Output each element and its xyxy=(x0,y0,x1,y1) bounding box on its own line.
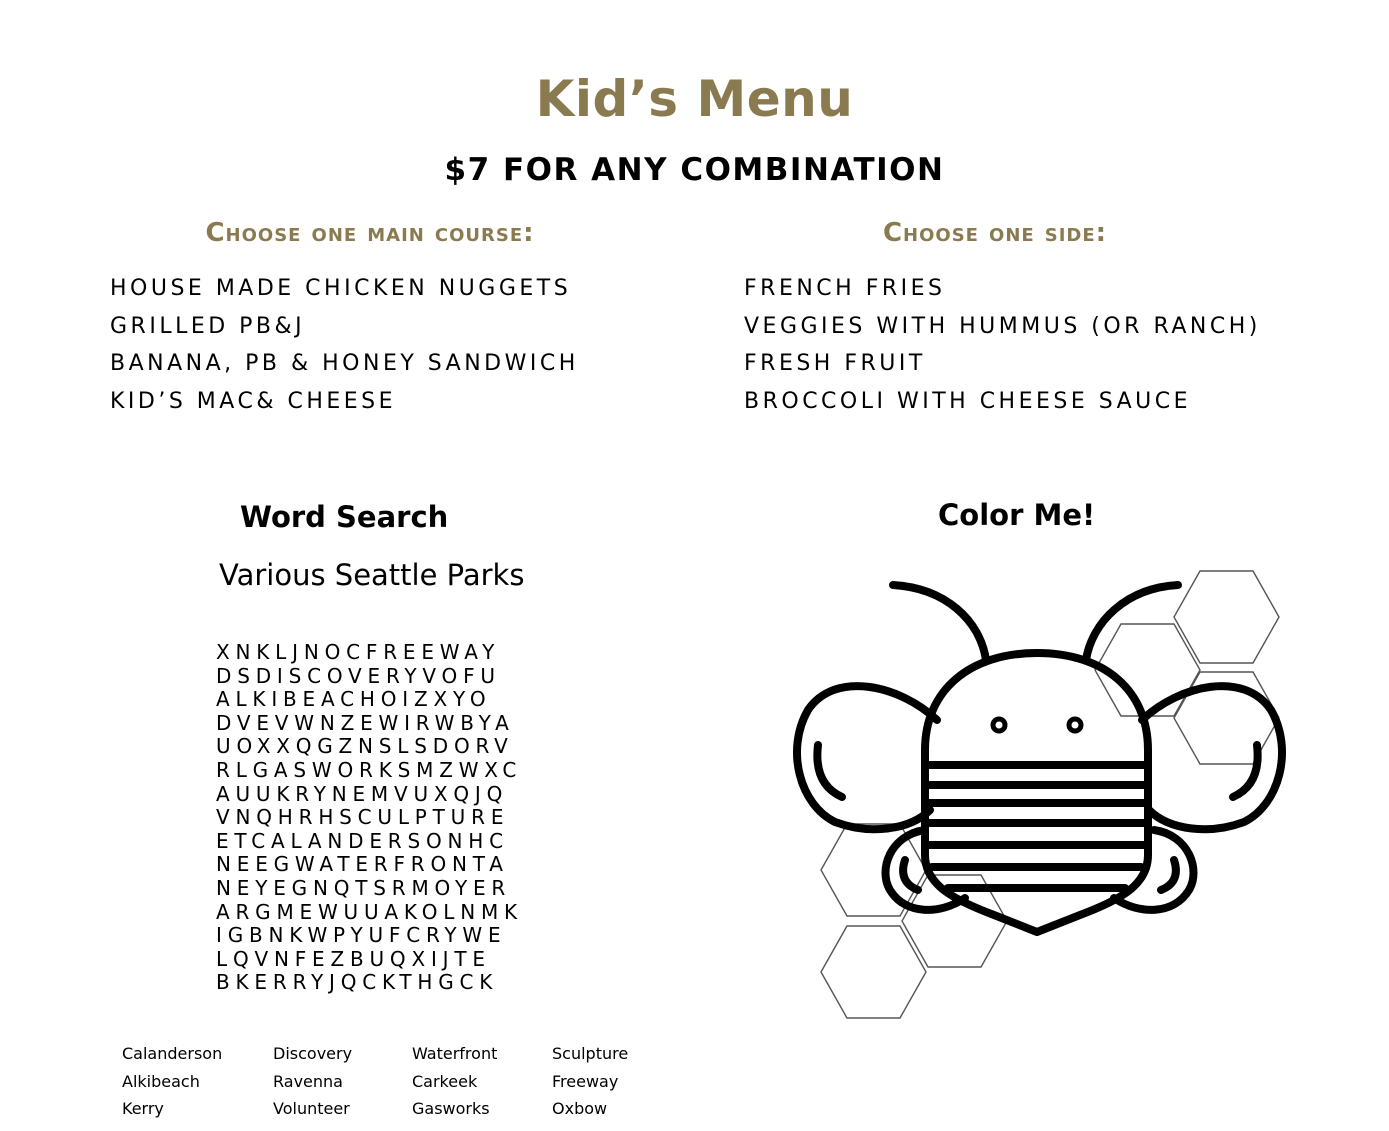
side-item: BROCCOLI WITH CHEESE SAUCE xyxy=(744,389,1192,415)
price-line: $7 FOR ANY COMBINATION xyxy=(444,152,945,188)
grid-row: ETCALANDERSONHC xyxy=(216,828,509,853)
word-search-title: Word Search xyxy=(240,500,449,534)
word-list-item: Alkibeach xyxy=(122,1071,200,1091)
word-list-item: Calanderson xyxy=(122,1044,223,1063)
word-list-item: Waterfront xyxy=(412,1044,498,1063)
menu-title: Kid’s Menu xyxy=(535,70,854,128)
word-list-item: Kerry xyxy=(122,1099,164,1118)
word-list-item: Discovery xyxy=(273,1044,353,1063)
main-course-item: BANANA, PB & HONEY SANDWICH xyxy=(110,351,579,377)
grid-row: XNKLJNOCFREEWAY xyxy=(216,640,501,664)
grid-row: NEYEGNQTSRMOYER xyxy=(216,875,512,900)
grid-row: DVEVWNZEWIRWBYA xyxy=(216,710,515,735)
grid-row: DSDISCOVERYVOFU xyxy=(216,663,501,688)
side-heading: Choose one side: xyxy=(882,218,1108,248)
word-list-item: Sculpture xyxy=(552,1044,629,1063)
main-course-item: GRILLED PB&J xyxy=(110,313,306,339)
word-list-item: Gasworks xyxy=(412,1099,490,1118)
word-list-column xyxy=(273,1040,352,1123)
grid-row: RLGASWORKSMZWXC xyxy=(216,757,523,782)
bee-icon xyxy=(780,560,1300,1030)
word-search-grid xyxy=(216,641,523,995)
main-course-heading: Choose one main course: xyxy=(205,218,535,248)
grid-row: ALKIBEACHOIZXYO xyxy=(216,687,492,712)
grid-row: ARGMEWUUAKOLNMK xyxy=(216,899,523,924)
side-item: FRENCH FRIES xyxy=(744,276,946,301)
grid-row: BKERRYJQCKTHGCK xyxy=(216,970,499,995)
side-list xyxy=(744,270,1261,421)
main-course-item: KID’S MAC& CHEESE xyxy=(110,389,397,415)
grid-row: AUUKRYNEMVUXQJQ xyxy=(216,781,509,806)
grid-row: VNQHRHSCULPTURE xyxy=(216,805,510,830)
grid-row: UOXXQGZNSLSDORV xyxy=(216,734,514,759)
side-item: VEGGIES WITH HUMMUS (OR RANCH) xyxy=(744,313,1261,339)
side-item: FRESH FRUIT xyxy=(744,351,926,377)
hexagon-icon xyxy=(821,571,1279,1018)
word-list-column xyxy=(122,1040,222,1123)
grid-row: IGBNKWPYUFCRYWE xyxy=(216,923,507,948)
word-list-item: Freeway xyxy=(552,1071,619,1091)
main-course-list xyxy=(110,270,579,421)
word-list-item: Ravenna xyxy=(273,1071,343,1091)
word-list-item: Volunteer xyxy=(273,1099,350,1118)
word-list-item: Carkeek xyxy=(412,1071,478,1091)
word-list-item: Oxbow xyxy=(552,1099,608,1118)
color-me-title: Color Me! xyxy=(938,498,1096,532)
grid-row: NEEGWATERFRONTA xyxy=(216,852,509,877)
word-list-column xyxy=(412,1040,497,1123)
grid-row: LQVNFEZBUQXIJTE xyxy=(216,946,491,971)
word-list-column xyxy=(552,1040,628,1123)
word-search-subtitle: Various Seattle Parks xyxy=(219,558,525,592)
main-course-item: HOUSE MADE CHICKEN NUGGETS xyxy=(110,276,572,301)
